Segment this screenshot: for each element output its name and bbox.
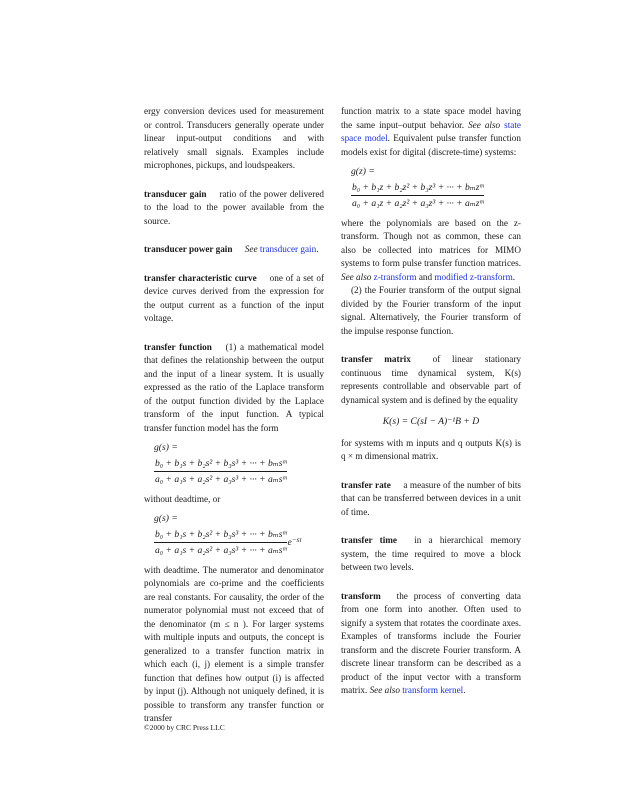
entry-transfer-matrix [341, 353, 521, 407]
paragraph-transfer-matrix-dims: for systems with m inputs and q outputs K(s) is q × m dimensional matrix. [341, 437, 521, 461]
equation-lhs: g(s) = [154, 513, 178, 524]
term-transform: transform [341, 590, 381, 601]
definition-transform: the process of converting data from one form into another. Often used to signify a system that rotates the coordinate axes. Examples of transforms include the Fourier transform and the discrete Fourier transform. A discrete linear transform can be described as a product of the input vector with a transform matrix. [341, 590, 522, 695]
paragraph-without-deadtime: without deadtime, or [144, 493, 221, 504]
left-column [144, 105, 324, 726]
equation-transfer-function [154, 441, 324, 487]
link-transducer-gain[interactable]: transducer gain [259, 244, 317, 254]
definition-transfer-time: in a hierarchical memory system, the time required to move a block between two levels. [341, 535, 522, 572]
paragraph-z-transform [341, 217, 521, 285]
term-transducer-power-gain: transducer power gain [144, 244, 233, 254]
paragraph-with-deadtime: with deadtime. The numerator and denominator polynomials are co-prime and the coefficients are real constants. For causality, the order of the numerator polynomial must not exceed that of the denominator (m ≤ n ). For larger systems with multiple inputs and outputs, the concept is generalized to a transfer function matrix in which each (i, j) element is a simple transfer function that defines how output (i) is affected by input (j). Although not uniquely defined, it is possible to transform any transfer function or transfer [144, 564, 324, 723]
text-segment: function matrix to a state space model having the same input–output behavior. [341, 106, 521, 130]
link-state-space-model[interactable]: state space model [341, 119, 521, 143]
text-segment: . Equivalent pulse transfer function models exist for digital (discrete-time) systems: [341, 133, 521, 157]
entry-transfer-rate [341, 479, 521, 520]
term-transfer-characteristic-curve: transfer characteristic curve [144, 272, 257, 283]
term-transfer-rate: transfer rate [341, 479, 391, 490]
definition-transfer-function: (1) a mathematical model that defines the relationship between the output and the input of a linear system. It is usually expressed as the ratio of the Laplace transform of the output function divided by the Laplace transform of the input function. A typical transfer function model has the form [144, 341, 325, 433]
term-transfer-matrix: transfer matrix [341, 354, 411, 364]
text-segment: where the polynomials are based on the z-transform. Though not as common, these can also be collected into matrices for MIMO systems to form pulse transfer function matrices. [341, 217, 521, 268]
entry-transfer-time [341, 534, 521, 575]
term-transducer-gain: transducer gain [144, 188, 207, 199]
link-kernel[interactable]: kernel [440, 685, 464, 695]
paragraph-fourier-definition: (2) the Fourier transform of the output signal divided by the Fourier transform of the input signal. Alternatively, the Fourier transform of the impulse response function. [341, 285, 521, 336]
paragraph-continued: ergy conversion devices used for measurement or control. Transducers generally operate under linear input-output conditions and with relatively small signals. Examples include microphones, pickups, and loudspeakers. [144, 106, 324, 170]
equation-lhs: g(s) = [154, 442, 178, 453]
entry-transducer-power-gain: transducer power gain See transducer gain. [144, 244, 319, 254]
equation-fraction [154, 457, 287, 487]
see-also-label: See also [341, 271, 372, 282]
entry-transfer-characteristic-curve [144, 272, 324, 326]
term-transfer-function: transfer function [144, 341, 212, 352]
equation-exponent: −sτ [291, 535, 302, 544]
link-modified-z-transform[interactable]: modified z-transform [434, 271, 513, 282]
equation-pulse-transfer-function [351, 165, 521, 211]
equation-numerator: b₀ + b₁z + b₂z² + b₃z³ + ··· + bₘzᵐ [351, 181, 484, 197]
copyright-footer: ©2000 by CRC Press LLC [144, 723, 225, 732]
equation-fraction [351, 181, 484, 211]
text-segment: . [463, 685, 466, 695]
entry-transform [341, 590, 521, 698]
definition-transfer-rate: a measure of the number of bits that can be transferred between devices in a unit of time. [341, 479, 522, 517]
equation-numerator: b₀ + b₁s + b₂s² + b₃s³ + ··· + bₘsᵐ [154, 457, 287, 473]
definition-transducer-gain: ratio of the power delivered to the load to the power available from the source. [144, 188, 324, 226]
equation-numerator: b₀ + b₁s + b₂s² + b₃s³ + ··· + bₘsᵐ [154, 528, 287, 544]
paragraph-transfer-function-continued [341, 105, 521, 159]
link-z-transform[interactable]: z-transform [373, 271, 417, 282]
right-column [341, 105, 521, 698]
definition-transfer-matrix: of linear stationary continuous time dynamical system, K(s) represents controllable and observable part of dynamical system and is defined by the equality [341, 354, 521, 405]
equation-exponential: e [287, 536, 292, 548]
equation-denominator: a₀ + a₁s + a₂s² + a₃s³ + ··· + aₘsᵐ [155, 545, 287, 556]
term-transfer-time: transfer time [341, 535, 398, 545]
see-also-label: See also [468, 119, 501, 130]
definition-transfer-characteristic-curve: one of a set of device curves derived from the expression for the output current as a function of the input voltage. [144, 272, 325, 323]
entry-transducer-gain [144, 188, 324, 229]
equation-fraction [154, 528, 287, 558]
text-segment: . [512, 271, 516, 282]
entry-transfer-function [144, 341, 324, 436]
equation-denominator: a₀ + a₁s + a₂s² + a₃s³ + ··· + aₘsᵐ [155, 474, 287, 485]
text-segment: and [418, 271, 433, 282]
equation-denominator: a₀ + a₁z + a₂z² + a₃z³ + ··· + aₘzᵐ [352, 198, 484, 209]
equation-transfer-function-deadtime [154, 512, 324, 558]
equation-transfer-matrix: K(s) = C(sI − A)⁻¹B + D [382, 416, 480, 427]
see-label: See [244, 244, 258, 254]
link-transform[interactable]: transform [402, 685, 438, 695]
see-also-label: See also [369, 685, 400, 695]
equation-lhs: g(z) = [351, 166, 375, 177]
